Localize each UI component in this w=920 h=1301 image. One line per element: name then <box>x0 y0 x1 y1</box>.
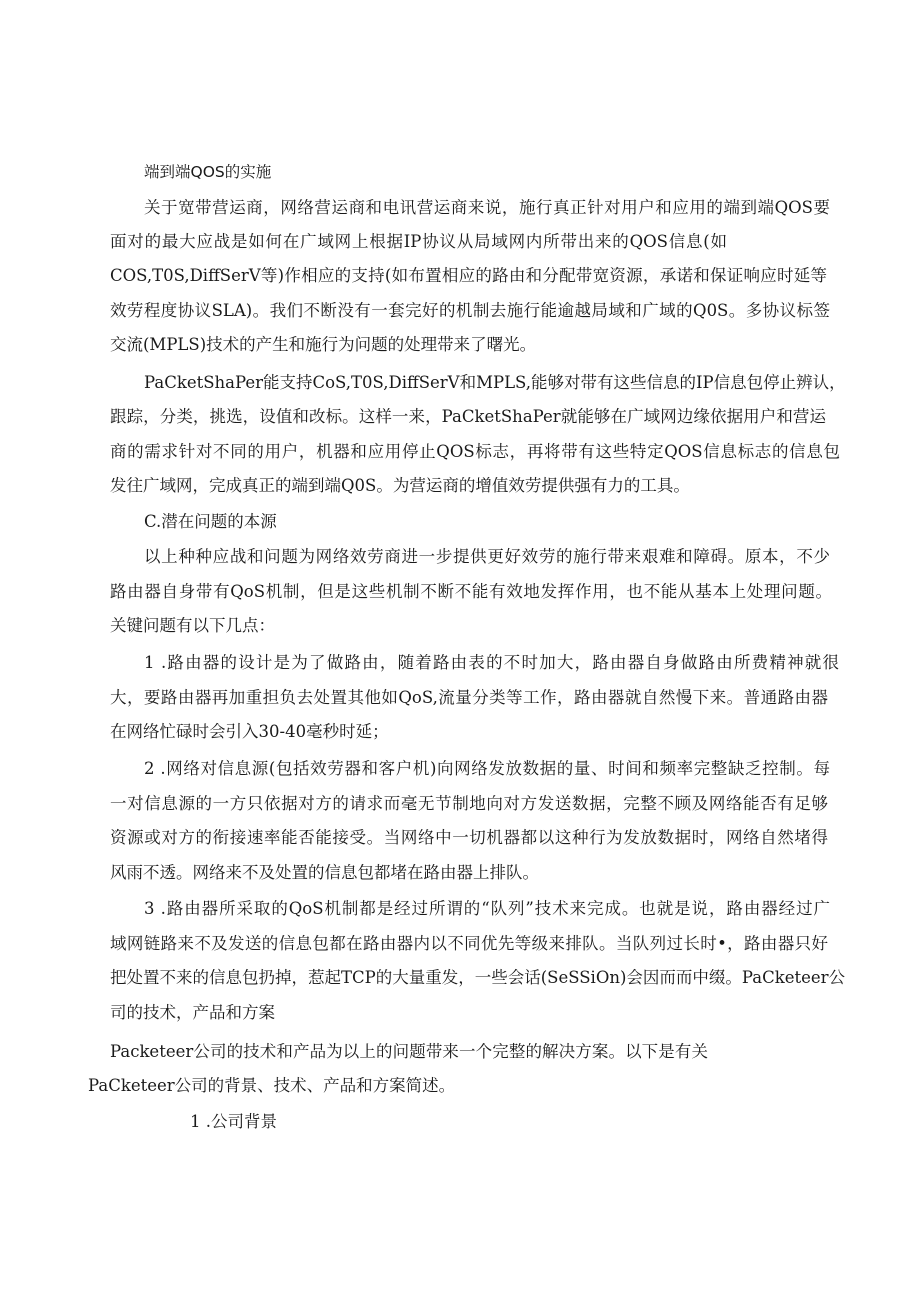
list-item-line: 在网络忙碌时会引入30-40毫秒时延； <box>110 722 389 741</box>
list-item-line: 风雨不透。网络来不及处置的信息包都堵在路由器上排队。 <box>110 863 539 882</box>
paragraph-line: 商的需求针对不同的用户，机器和应用停止QOS标志，再将带有这些特定QOS信息标志的信息包 <box>110 442 840 461</box>
list-item-line: 大，要路由器再加重担负去处置其他如QoS,流量分类等工作，路由器就自然慢下来。普通路由器 <box>110 688 828 707</box>
list-item-line: 把处置不来的信息包扔掉，惹起TCP的大量重发，一些会话(SeSSiOn)会因而而中缀。PaCketeer公 <box>110 968 846 987</box>
paragraph-line: 交流(MPLS)技术的产生和施行为问题的处理带来了曙光。 <box>110 335 537 354</box>
paragraph-line: 以上种种应战和问题为网络效劳商进一步提供更好效劳的施行带来艰难和障碍。原本，不少 <box>144 547 830 566</box>
section-heading-company: 1 .公司背景 <box>190 1112 277 1131</box>
paragraph-line: 面对的最大应战是如何在广域网上根据IP协议从局域网内所带出来的QOS信息(如 <box>110 232 727 251</box>
paragraph-line: 发往广域网，完成真正的端到端Q0S。为营运商的增值效劳提供强有力的工具。 <box>110 476 690 495</box>
paragraph-line: 关于宽带营运商，网络营运商和电讯营运商来说，施行真正针对用户和应用的端到端QOS要 <box>144 198 830 217</box>
list-item-line: 司的技术，产品和方案 <box>110 1003 275 1022</box>
paragraph-line: 关键问题有以下几点： <box>110 616 275 635</box>
paragraph-line: COS,T0S,DiffSerV等)作相应的支持(如布置相应的路由和分配带宽资源，承诺和保证响应时延等 <box>110 266 827 285</box>
list-item-line: 1 .路由器的设计是为了做路由，随着路由表的不时加大，路由器自身做路由所费精神就很 <box>144 653 839 672</box>
paragraph-line: 路由器自身带有QoS机制，但是这些机制不断不能有效地发挥作用，也不能从基本上处理问题。 <box>110 582 832 601</box>
list-item-line: 3 .路由器所采取的QoS机制都是经过所谓的“队列”技术来完成。也就是说，路由器经过广 <box>144 899 830 918</box>
paragraph-line: 跟踪，分类，挑选，设值和改标。这样一来，PaCketShaPer就能够在广域网边缘依据用户和营运 <box>110 407 826 426</box>
list-item-line: 资源或对方的衔接速率能否能接受。当网络中一切机器都以这种行为发放数据时，网络自然堵得 <box>110 828 828 847</box>
section-heading-c: C.潜在问题的本源 <box>144 512 277 531</box>
paragraph-line: 效劳程度协议SLA)。我们不断没有一套完好的机制去施行能逾越局域和广域的Q0S。多协议标签 <box>110 301 830 320</box>
paragraph-line: Packeteer公司的技术和产品为以上的问题带来一个完整的解决方案。以下是有关 <box>110 1042 708 1061</box>
paragraph-line: PaCketeer公司的背景、技术、产品和方案简述。 <box>88 1076 456 1095</box>
list-item-line: 域网链路来不及发送的信息包都在路由器内以不同优先等级来排队。当队列过长时•，路由器只好 <box>110 934 828 953</box>
list-item-line: 一对信息源的一方只依据对方的请求而毫无节制地向对方发送数据，完整不顾及网络能否有足够 <box>110 794 828 813</box>
section-heading-qos: 端到端QOS的实施 <box>144 163 272 181</box>
paragraph-line: PaCketShaPer能支持CoS,T0S,DiffSerV和MPLS,能够对带有这些信息的IP信息包停止辨认， <box>144 373 846 392</box>
list-item-line: 2 .网络对信息源(包括效劳器和客户机)向网络发放数据的量、时间和频率完整缺乏控制。每 <box>144 759 830 778</box>
